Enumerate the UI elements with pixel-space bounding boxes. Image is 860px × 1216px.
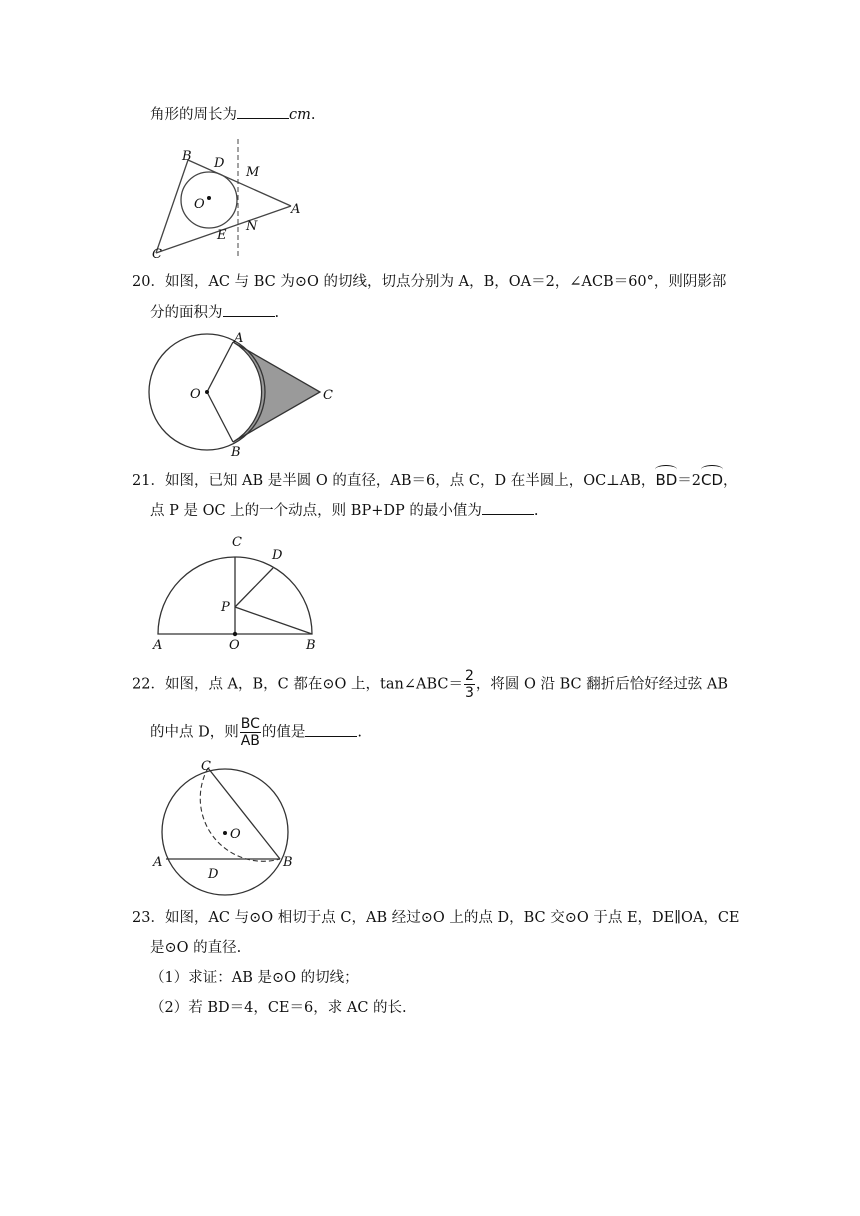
q22-line2: 的中点 D，则 $\frac{BC}{AB}$ 的值是 . xyxy=(150,716,362,749)
label-D: D xyxy=(208,867,219,882)
label-N: N xyxy=(246,219,258,234)
answer-blank xyxy=(482,500,534,515)
tan-fraction: $\frac{2}{3}$ xyxy=(465,668,474,701)
label-O: O xyxy=(194,197,205,212)
ratio-fraction: $\frac{BC}{AB}$ xyxy=(240,716,260,749)
label-B: B xyxy=(182,149,192,164)
arc-bd: BD xyxy=(655,471,678,489)
q19-figure xyxy=(148,134,308,262)
label-M: M xyxy=(246,165,260,180)
q22-line1: 22．如图，点 A，B，C 都在⊙O 上，tan∠ABC＝ $\frac{2}{3}$ ，将圆 O 沿 BC 翻折后恰好经过弦 AB xyxy=(132,668,728,701)
label-B: B xyxy=(306,638,316,653)
label-A: A xyxy=(153,855,163,870)
answer-blank xyxy=(305,722,357,737)
label-A: A xyxy=(234,331,244,346)
label-C: C xyxy=(232,535,242,550)
q21-figure xyxy=(150,532,330,652)
label-D: D xyxy=(272,548,283,563)
label-E: E xyxy=(217,228,227,243)
q20-line1: 20．如图，AC 与 BC 为⊙O 的切线，切点分别为 A，B，OA＝2，∠ACB＝60°，则阴影部 xyxy=(132,274,727,290)
answer-blank xyxy=(237,104,289,119)
q23-part1: （1）求证：AB 是⊙O 的切线； xyxy=(150,970,359,986)
label-P: P xyxy=(221,600,230,615)
label-O: O xyxy=(190,387,201,402)
q23-part2: （2）若 BD＝4，CE＝6，求 AC 的长. xyxy=(150,1000,407,1016)
answer-blank xyxy=(223,302,275,317)
q20-figure xyxy=(146,331,346,460)
q21-line1: 21．如图，已知 AB 是半圆 O 的直径，AB＝6，点 C，D 在半圆上，OC⊥AB，BD＝2CD， xyxy=(132,471,738,489)
q20-line2: 分的面积为 . xyxy=(150,302,279,323)
label-O: O xyxy=(230,827,241,842)
label-A: A xyxy=(291,202,301,217)
q22-figure xyxy=(150,754,310,899)
label-D: D xyxy=(214,156,225,171)
label-A: A xyxy=(153,638,163,653)
arc-cd: CD xyxy=(701,471,724,489)
label-B: B xyxy=(231,445,241,460)
q19-tail-line: 角形的周长为 cm. xyxy=(150,104,315,125)
q21-line2: 点 P 是 OC 上的一个动点，则 BP+DP 的最小值为 . xyxy=(150,500,538,521)
label-C: C xyxy=(152,247,162,262)
label-O: O xyxy=(229,638,240,653)
q23-line2: 是⊙O 的直径. xyxy=(150,940,242,956)
label-C: C xyxy=(323,388,333,403)
label-B: B xyxy=(283,855,293,870)
q23-line1: 23．如图，AC 与⊙O 相切于点 C，AB 经过⊙O 上的点 D，BC 交⊙O 于点 E，DE∥OA，CE xyxy=(132,910,740,926)
label-C: C xyxy=(201,759,211,774)
